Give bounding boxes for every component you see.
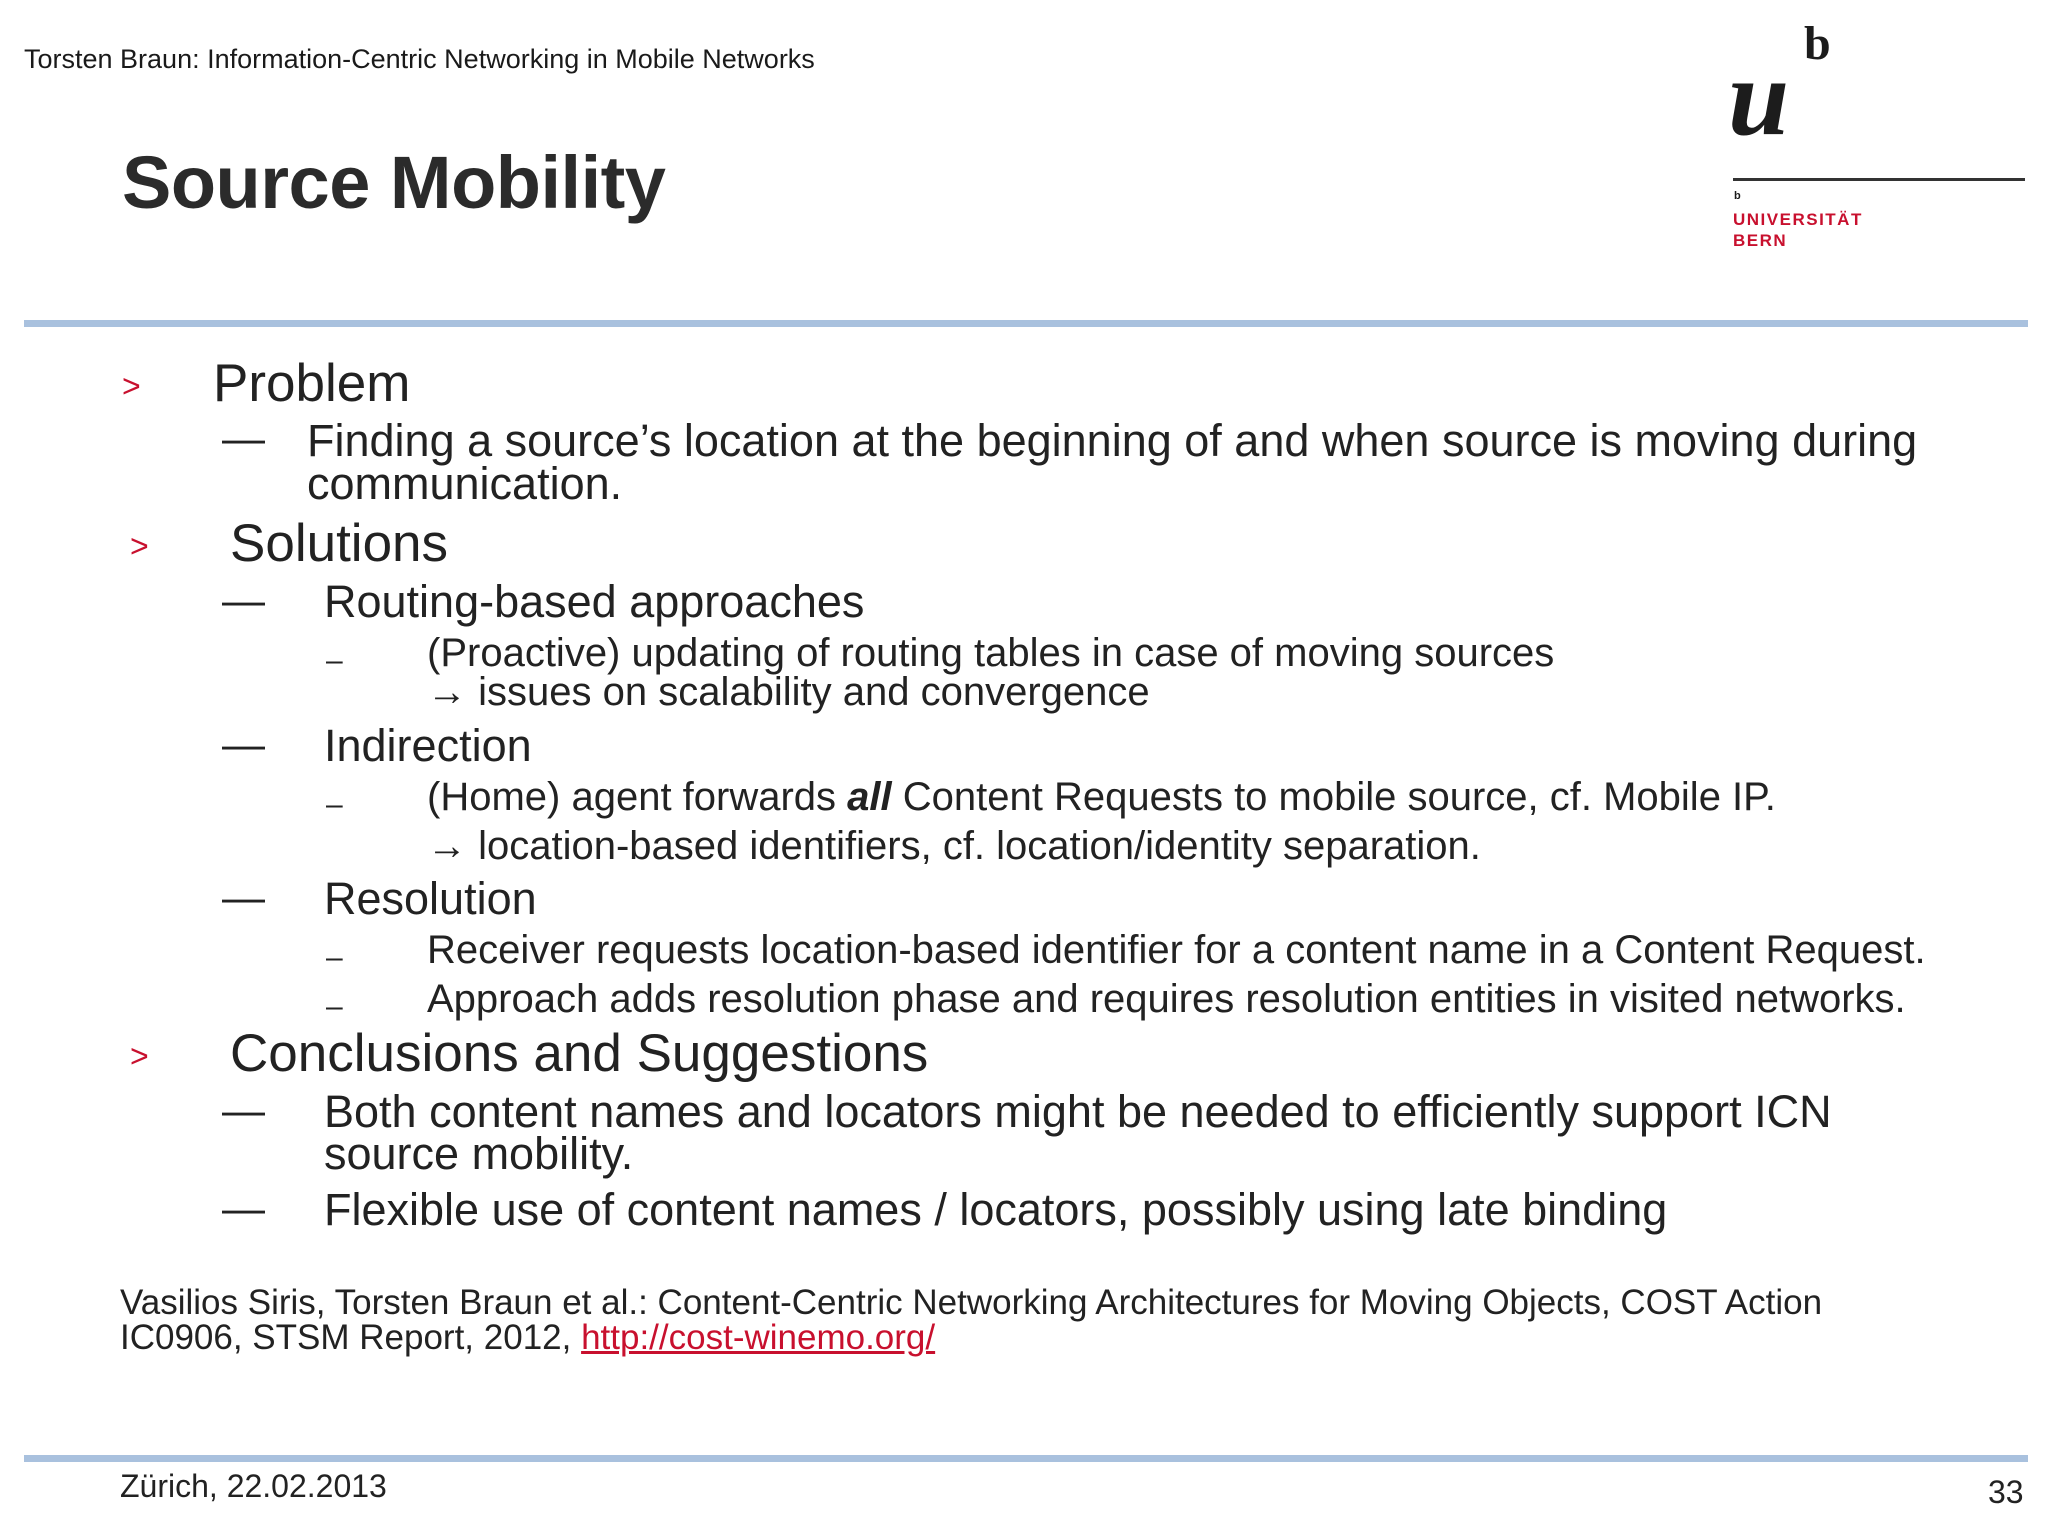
logo-small-b: b <box>1734 190 1741 202</box>
reference-link[interactable]: http://cost-winemo.org/ <box>581 1318 936 1357</box>
ndash-marker: – <box>326 788 343 821</box>
presenter-header: Torsten Braun: Information-Centric Networking in Mobile Networks <box>24 44 815 74</box>
logo-mark-b: b <box>1804 17 1831 70</box>
logo-rule <box>1733 178 2025 181</box>
page-number: 33 <box>1988 1474 2024 1510</box>
conclusions-item1-line2: source mobility. <box>324 1128 634 1179</box>
reference-line2: IC0906, STSM Report, 2012, http://cost-winemo.org/ <box>120 1318 936 1357</box>
dash-marker: — <box>222 1185 265 1233</box>
solutions-indirection: Indirection <box>324 720 532 771</box>
indirection-sub-line2: → location-based identifiers, cf. location/identity separation. <box>427 824 1481 868</box>
solutions-routing: Routing-based approaches <box>324 576 865 627</box>
logo-text-bern: BERN <box>1733 231 1788 250</box>
resolution-sub1: Receiver requests location-based identifier for a content name in a Content Request. <box>427 928 1926 972</box>
logo-text-universitat: UNIVERSITÄT <box>1733 210 1863 229</box>
dash-marker: — <box>222 415 265 463</box>
footer-place-date: Zürich, 22.02.2013 <box>120 1468 387 1504</box>
bullet-marker: > <box>130 528 149 564</box>
dash-marker: — <box>222 577 265 625</box>
slide-title: Source Mobility <box>122 141 666 224</box>
emphasis-all: all <box>847 775 892 819</box>
reference-line1: Vasilios Siris, Torsten Braun et al.: Content-Centric Networking Architectures for Moving Objects, COST Action <box>120 1283 1823 1322</box>
routing-sub-line2: → issues on scalability and convergence <box>427 670 1150 714</box>
header-divider <box>24 320 2028 327</box>
bullet-conclusions: Conclusions and Suggestions <box>230 1024 929 1083</box>
ndash-marker: – <box>326 941 343 974</box>
solutions-resolution: Resolution <box>324 873 537 924</box>
bullet-solutions: Solutions <box>230 514 449 573</box>
dash-marker: — <box>222 721 265 769</box>
indirection-sub-line1: (Home) agent forwards all Content Requests to mobile source, cf. Mobile IP. <box>427 775 1776 819</box>
dash-marker: — <box>222 874 265 922</box>
ndash-marker: – <box>326 644 343 677</box>
problem-item-line1: Finding a source’s location at the beginning of and when source is moving during <box>307 415 1918 466</box>
conclusions-item2: Flexible use of content names / locators, possibly using late binding <box>324 1184 1668 1235</box>
routing-sub-line1: (Proactive) updating of routing tables in case of moving sources <box>427 631 1555 675</box>
bullet-problem: Problem <box>213 354 411 413</box>
conclusions-item1-line1: Both content names and locators might be needed to efficiently support ICN <box>324 1086 1832 1137</box>
bullet-marker: > <box>130 1038 149 1074</box>
dash-marker: — <box>222 1087 265 1135</box>
footer-divider <box>24 1455 2028 1462</box>
problem-item-line2: communication. <box>307 458 623 509</box>
ndash-marker: – <box>326 990 343 1023</box>
resolution-sub2: Approach adds resolution phase and requires resolution entities in visited networks. <box>427 977 1906 1021</box>
bullet-marker: > <box>122 368 141 404</box>
logo-mark-u: u <box>1728 36 1790 158</box>
